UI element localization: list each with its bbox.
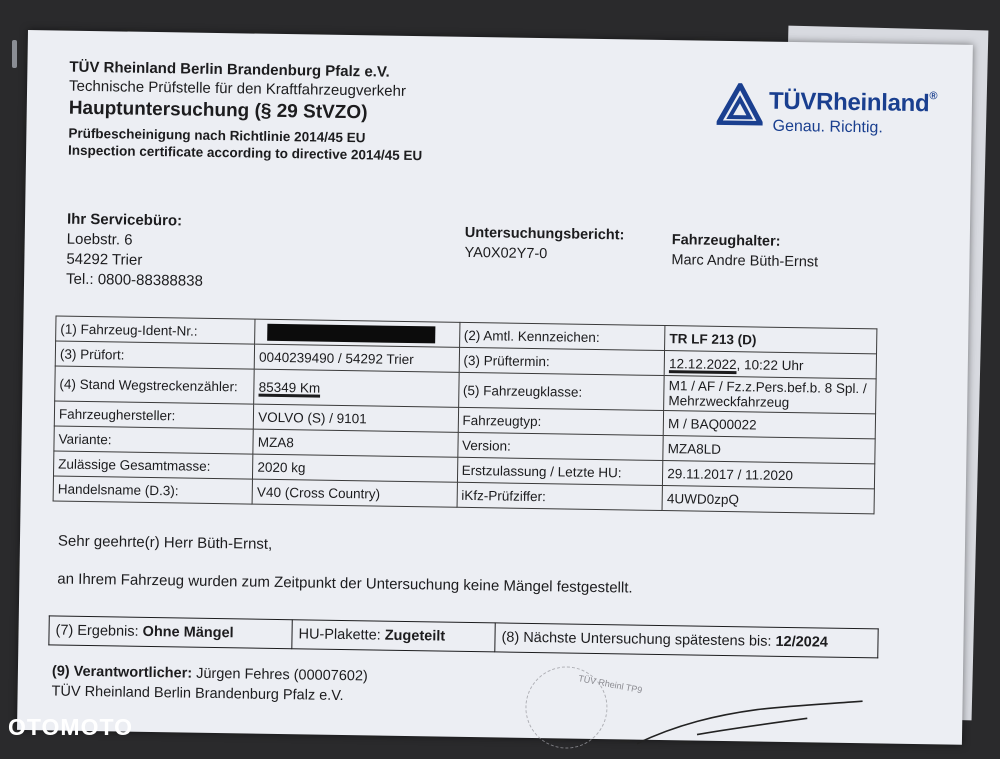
place-label: (3) Prüfort: [55,341,255,369]
date-label: (3) Prüftermin: [459,347,665,375]
cert-de: Prüfbescheinigung nach Richtlinie 2014/45 EU [68,125,366,146]
registration-label: Erstzulassung / Letzte HU: [457,457,663,485]
sticker-cell: HU-Plakette: Zugeteilt [292,620,495,652]
type-label: Fahrzeugtyp: [458,407,664,435]
logo-tagline: Genau. Richtig. [772,117,883,137]
tradename-value: V40 (Cross Country) [252,479,457,507]
stamp-text: TÜV Rheinl TP9 [577,673,644,696]
plate-value: TR LF 213 (D) [665,326,877,354]
manufacturer-value: VOLVO (S) / 9101 [253,404,458,432]
service-city: 54292 Trier [66,250,143,269]
manufacturer-label: Fahrzeughersteller: [54,401,254,429]
redaction-bar [267,323,435,343]
owner-heading: Fahrzeughalter: [671,232,781,250]
document-title: Hauptuntersuchung (§ 29 StVZO) [68,97,368,124]
responsible-line: (9) Verantwortlicher: Jürgen Fehres (00007602) [51,663,368,685]
mass-value: 2020 kg [253,454,458,482]
owner-name: Marc Andre Büth-Ernst [671,252,819,271]
logo-wordmark: TÜVRheinland® [768,87,938,118]
result-table [48,615,878,658]
inspection-certificate [17,30,973,745]
tuv-triangle-icon [717,83,764,126]
plate-label: (2) Amtl. Kennzeichen: [459,322,665,350]
report-heading: Untersuchungsbericht: [464,224,625,244]
staple [12,40,17,68]
variant-label: Variante: [54,426,254,454]
version-value: MZA8LD [663,436,875,464]
signature-scribble [637,694,878,758]
variant-value: MZA8 [253,429,458,457]
type-value: M / BAQ00022 [663,411,875,439]
mass-label: Zulässige Gesamtmasse: [53,451,253,479]
version-label: Version: [457,432,663,460]
vehicle-data-table [53,315,878,514]
odometer-value: 85349 Km [254,369,459,407]
tradename-label: Handelsname (D.3): [53,476,253,504]
tuv-logo [717,83,938,137]
registration-value: 29.11.2017 / 11.2020 [663,461,875,489]
class-label: (5) Fahrzeugklasse: [458,372,664,410]
service-phone: Tel.: 0800-88388838 [65,270,203,290]
checkdigit-label: iKfz-Prüfziffer: [457,482,663,510]
greeting: Sehr geehrte(r) Herr Büth-Ernst, [57,532,273,553]
service-street: Loebstr. 6 [66,230,133,249]
place-value: 0040239490 / 54292 Trier [254,344,459,372]
vin-value [255,319,460,347]
date-value: 12.12.2022, 10:22 Uhr [664,351,876,379]
service-heading: Ihr Servicebüro: [66,210,183,230]
odometer-label: (4) Stand Wegstreckenzähler: [55,366,255,404]
result-cell: (7) Ergebnis: Ohne Mängel [49,616,292,649]
checkdigit-value: 4UWD0zpQ [662,486,874,514]
next-inspection-cell: (8) Nächste Untersuchung spätestens bis: 12/2024 [495,623,878,658]
class-value: M1 / AF / Fz.z.Pers.bef.b. 8 Spl. / Mehrzweckfahrzeug [664,376,876,414]
report-number: YA0X02Y7-0 [464,244,548,263]
otomoto-watermark: OTOMOTO [8,714,133,740]
result-message: an Ihrem Fahrzeug wurden zum Zeitpunkt der Untersuchung keine Mängel festgestellt. [57,570,633,597]
org-subtitle: Technische Prüfstelle für den Kraftfahrzeugverkehr [68,77,407,100]
table-row [49,616,878,658]
org-name: TÜV Rheinland Berlin Brandenburg Pfalz e.V. [69,58,390,81]
vin-label: (1) Fahrzeug-Ident-Nr.: [56,316,256,344]
cert-en: Inspection certificate according to directive 2014/45 EU [67,142,423,164]
responsible-org: TÜV Rheinland Berlin Brandenburg Pfalz e.V. [51,683,344,705]
